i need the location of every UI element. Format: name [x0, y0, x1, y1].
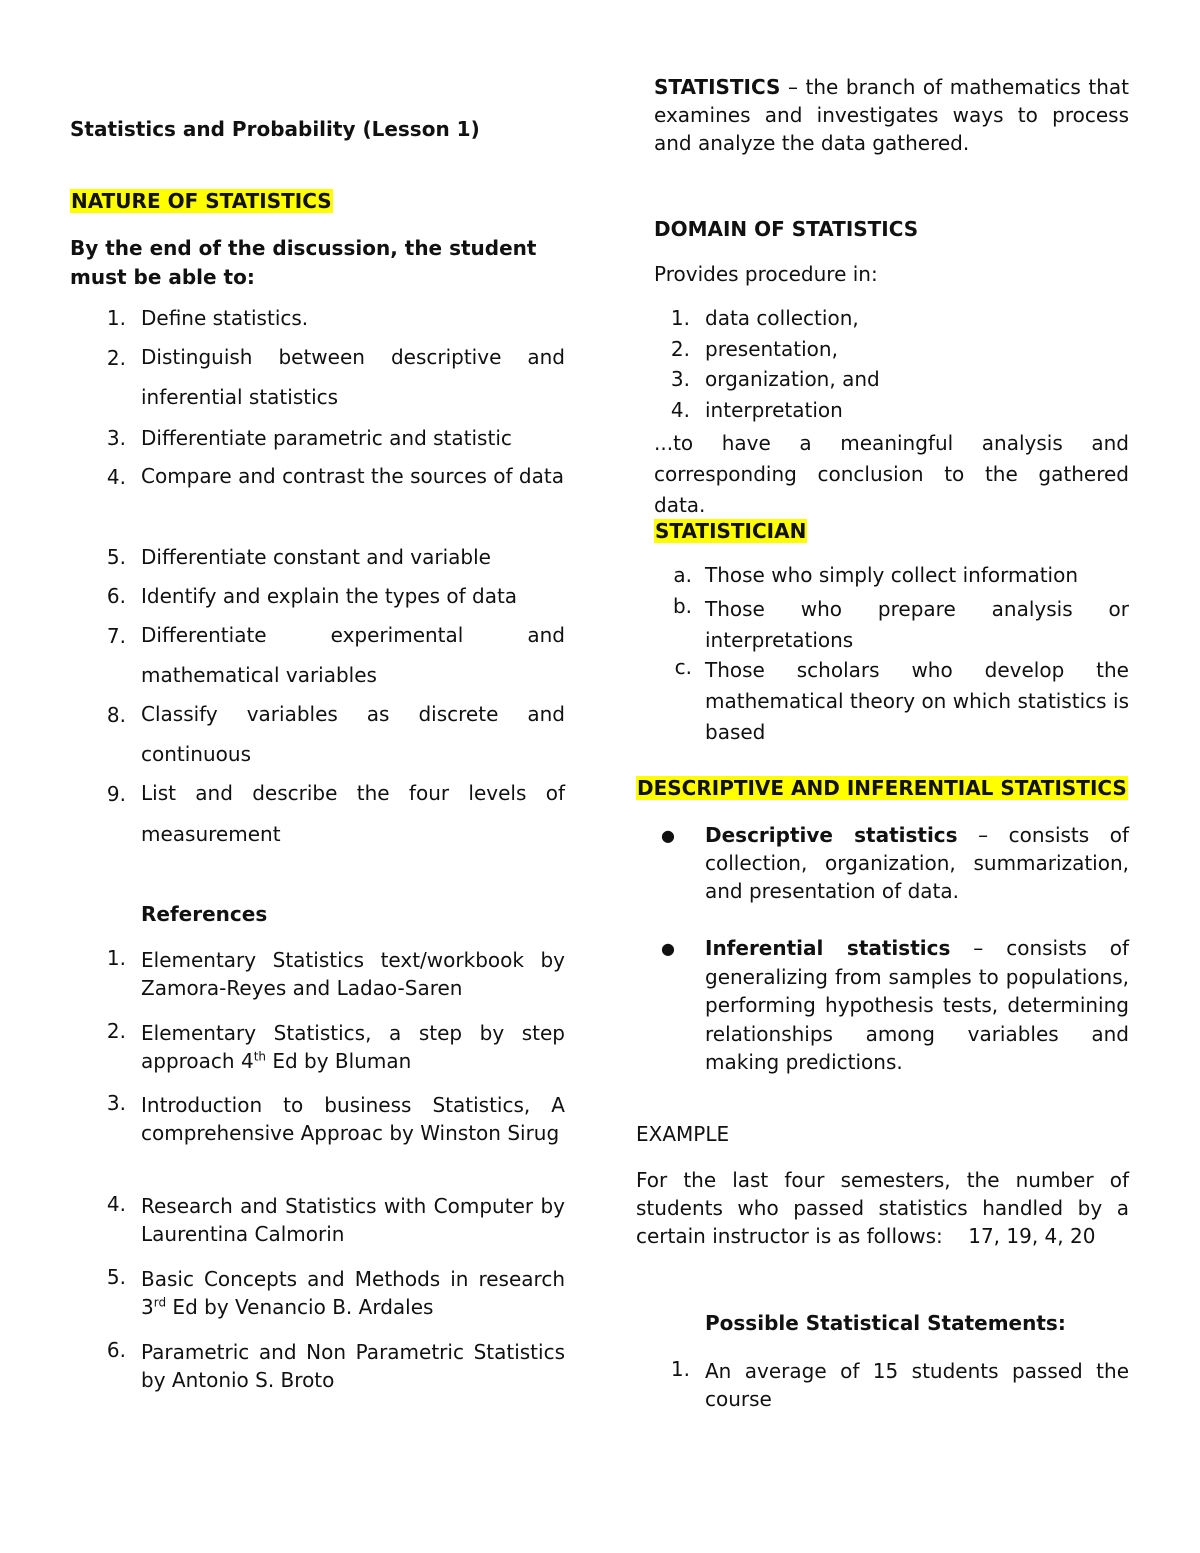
domain-item: interpretation [705, 398, 843, 422]
statistician-heading-text: STATISTICIAN [655, 519, 807, 543]
reference-text: Parametric and Non Parametric Statistics by Antonio S. Broto [141, 1340, 565, 1392]
reference-text: Elementary Statistics text/workbook by Zamora-Reyes and Ladao-Saren [141, 948, 565, 1000]
document-title: Statistics and Probability (Lesson 1) [70, 117, 480, 141]
domain-item: presentation, [705, 337, 838, 361]
desc-inf-heading-text: DESCRIPTIVE AND INFERENTIAL STATISTICS [637, 776, 1127, 800]
statistician-item: Those who simply collect information [705, 563, 1079, 587]
statistician-heading [654, 519, 807, 543]
example-values: 17, 19, 4, 20 [968, 1224, 1096, 1248]
domain-intro: Provides procedure in: [654, 262, 878, 286]
descriptive-definition: Descriptive statistics – consists of collection, organization, summarization, and presentation of data. [705, 823, 1129, 903]
reference-text: Basic Concepts and Methods in research 3rd Ed by Venancio B. Ardales [141, 1267, 565, 1319]
inferential-definition: Inferential statistics – consists of generalizing from samples to populations, performing hypothesis tests, determining relationships among variables and making predictions. [705, 936, 1129, 1074]
nature-heading-text: NATURE OF STATISTICS [71, 189, 332, 213]
possible-item: An average of 15 students passed the course [705, 1359, 1129, 1411]
statistician-item: Those scholars who develop the mathematical theory on which statistics is based [705, 658, 1129, 744]
reference-text: Introduction to business Statistics, A comprehensive Approac by Winston Sirug [141, 1093, 565, 1145]
nature-heading [70, 189, 333, 213]
objectives-intro: By the end of the discussion, the student must be able to: [70, 236, 537, 289]
objective-text: Differentiate experimental and mathematical variables [141, 623, 565, 687]
statistician-item: Those who prepare analysis or interpretations [705, 597, 1129, 652]
bullet-icon: ● [661, 939, 675, 958]
example-label: EXAMPLE [636, 1122, 730, 1146]
reference-text: Elementary Statistics, a step by step approach 4th Ed by Bluman [141, 1021, 565, 1073]
possible-heading: Possible Statistical Statements: [705, 1311, 1066, 1335]
objective-text: Classify variables as discrete and continuous [141, 702, 565, 766]
example-text: For the last four semesters, the number of students who passed statistics handled by a certain instructor is as follows: 17, 19, 4, 20 [636, 1168, 1129, 1248]
objective-text: Compare and contrast the sources of data [141, 464, 564, 488]
desc-inf-heading [636, 776, 1128, 800]
domain-conclusion: ...to have a meaningful analysis and corresponding conclusion to the gathered data. [654, 431, 1129, 517]
domain-heading: DOMAIN OF STATISTICS [654, 217, 919, 241]
reference-text: Research and Statistics with Computer by Laurentina Calmorin [141, 1194, 565, 1246]
objective-text: Differentiate parametric and statistic [141, 426, 512, 450]
objective-text: List and describe the four levels of measurement [141, 781, 565, 846]
objective-text: Identify and explain the types of data [141, 584, 518, 608]
references-heading: References [141, 902, 268, 926]
objective-text: Distinguish between descriptive and inferential statistics [141, 345, 565, 409]
objective-text: Define statistics. [141, 306, 309, 330]
objective-text: Differentiate constant and variable [141, 545, 491, 569]
statistics-term: STATISTICS [654, 75, 781, 99]
bullet-icon: ● [661, 826, 675, 845]
domain-item: data collection, [705, 306, 859, 330]
domain-item: organization, and [705, 367, 880, 391]
statistics-definition: STATISTICS – the branch of mathematics that examines and investigates ways to process and analyze the data gathered. [654, 75, 1129, 155]
